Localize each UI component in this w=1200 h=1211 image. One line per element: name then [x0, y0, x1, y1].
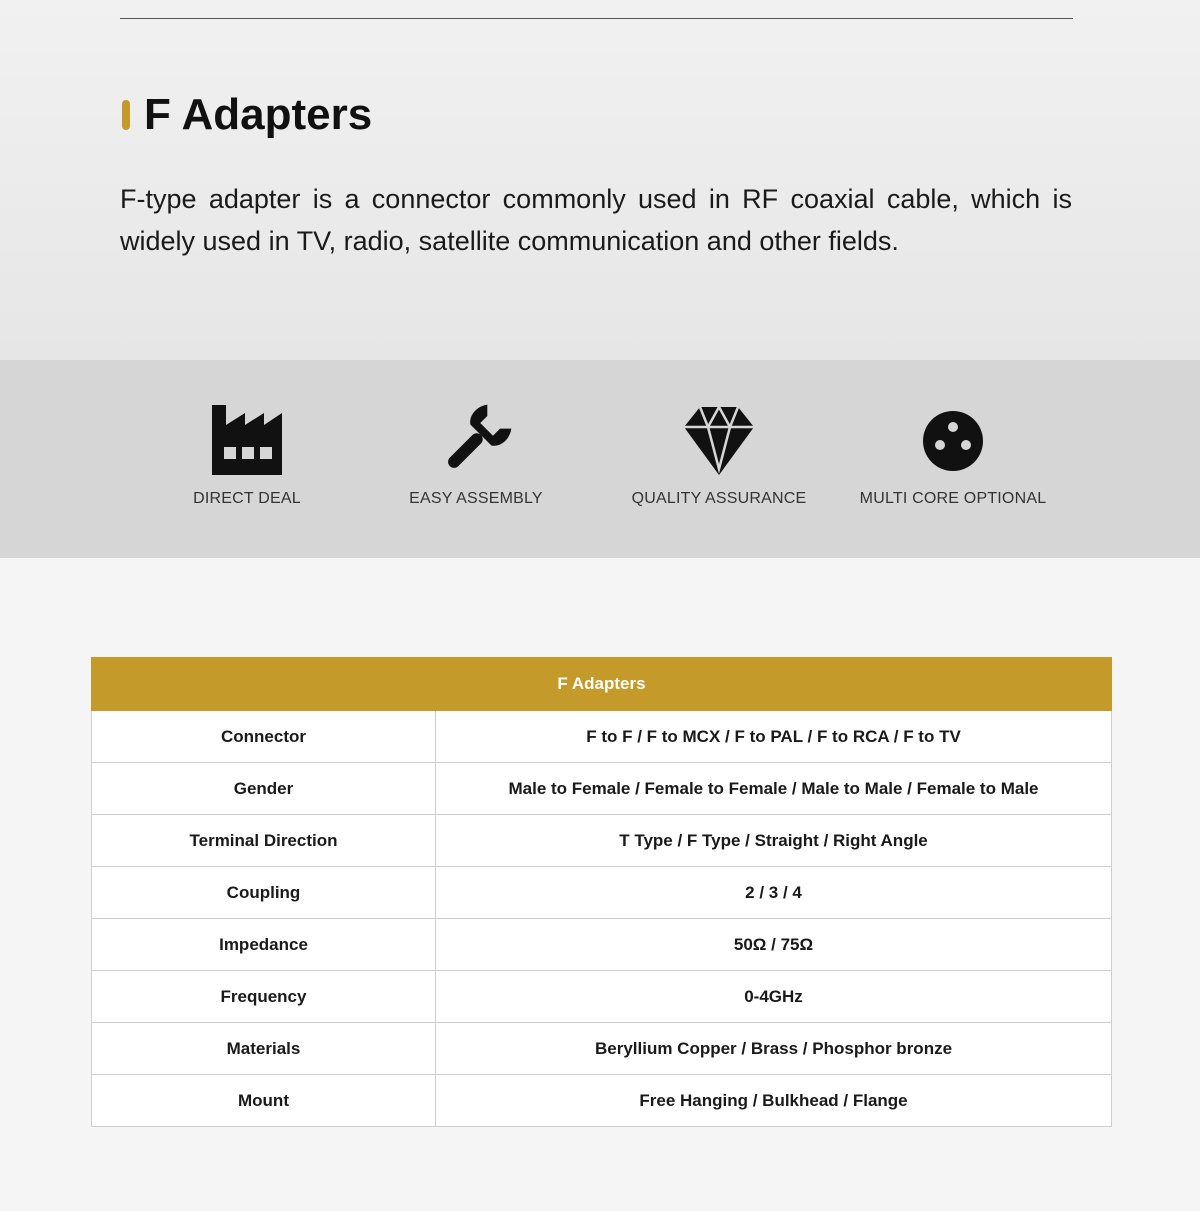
spec-label: Mount [92, 1075, 436, 1127]
features-strip [0, 360, 1200, 558]
feature-label: DIRECT DEAL [193, 490, 301, 507]
factory-icon [207, 400, 287, 480]
intro-text: F-type adapter is a connector commonly used in RF coaxial cable, which is widely used in TV, radio, satellite communication and other fields. [120, 184, 1072, 256]
spec-value: T Type / F Type / Straight / Right Angle [436, 815, 1112, 867]
table-row [92, 1075, 1112, 1127]
feature-label: QUALITY ASSURANCE [631, 490, 807, 507]
feature-label: MULTI CORE OPTIONAL [859, 490, 1047, 507]
spec-value: F to F / F to MCX / F to PAL / F to RCA / F to TV [436, 711, 1112, 763]
spec-value: 2 / 3 / 4 [436, 867, 1112, 919]
divider [120, 18, 1073, 19]
table-title: F Adapters [92, 658, 1112, 711]
spec-value: 50Ω / 75Ω [436, 919, 1112, 971]
spec-table [91, 657, 1112, 1127]
spec-label: Connector [92, 711, 436, 763]
table-row [92, 867, 1112, 919]
feature-direct-deal [127, 400, 367, 520]
title-accent-bar [122, 100, 130, 130]
feature-label: EASY ASSEMBLY [409, 490, 543, 507]
intro-section [0, 0, 1200, 360]
spec-label: Terminal Direction [92, 815, 436, 867]
spec-value: 0-4GHz [436, 971, 1112, 1023]
spec-label: Materials [92, 1023, 436, 1075]
spec-label: Impedance [92, 919, 436, 971]
table-row [92, 919, 1112, 971]
table-row [92, 763, 1112, 815]
wrench-icon [436, 400, 516, 480]
table-row [92, 815, 1112, 867]
feature-multi-core-optional [833, 400, 1073, 520]
spec-value: Beryllium Copper / Brass / Phosphor bronze [436, 1023, 1112, 1075]
table-row [92, 711, 1112, 763]
spec-value: Free Hanging / Bulkhead / Flange [436, 1075, 1112, 1127]
spec-label: Gender [92, 763, 436, 815]
spec-value: Male to Female / Female to Female / Male to Male / Female to Male [436, 763, 1112, 815]
feature-quality-assurance [599, 400, 839, 520]
table-row [92, 1023, 1112, 1075]
diamond-icon [679, 400, 759, 480]
table-header-row [92, 658, 1112, 711]
feature-easy-assembly [356, 400, 596, 520]
table-row [92, 971, 1112, 1023]
spec-label: Coupling [92, 867, 436, 919]
spec-label: Frequency [92, 971, 436, 1023]
multi-core-icon [913, 400, 993, 480]
page-title: F Adapters [144, 90, 373, 139]
